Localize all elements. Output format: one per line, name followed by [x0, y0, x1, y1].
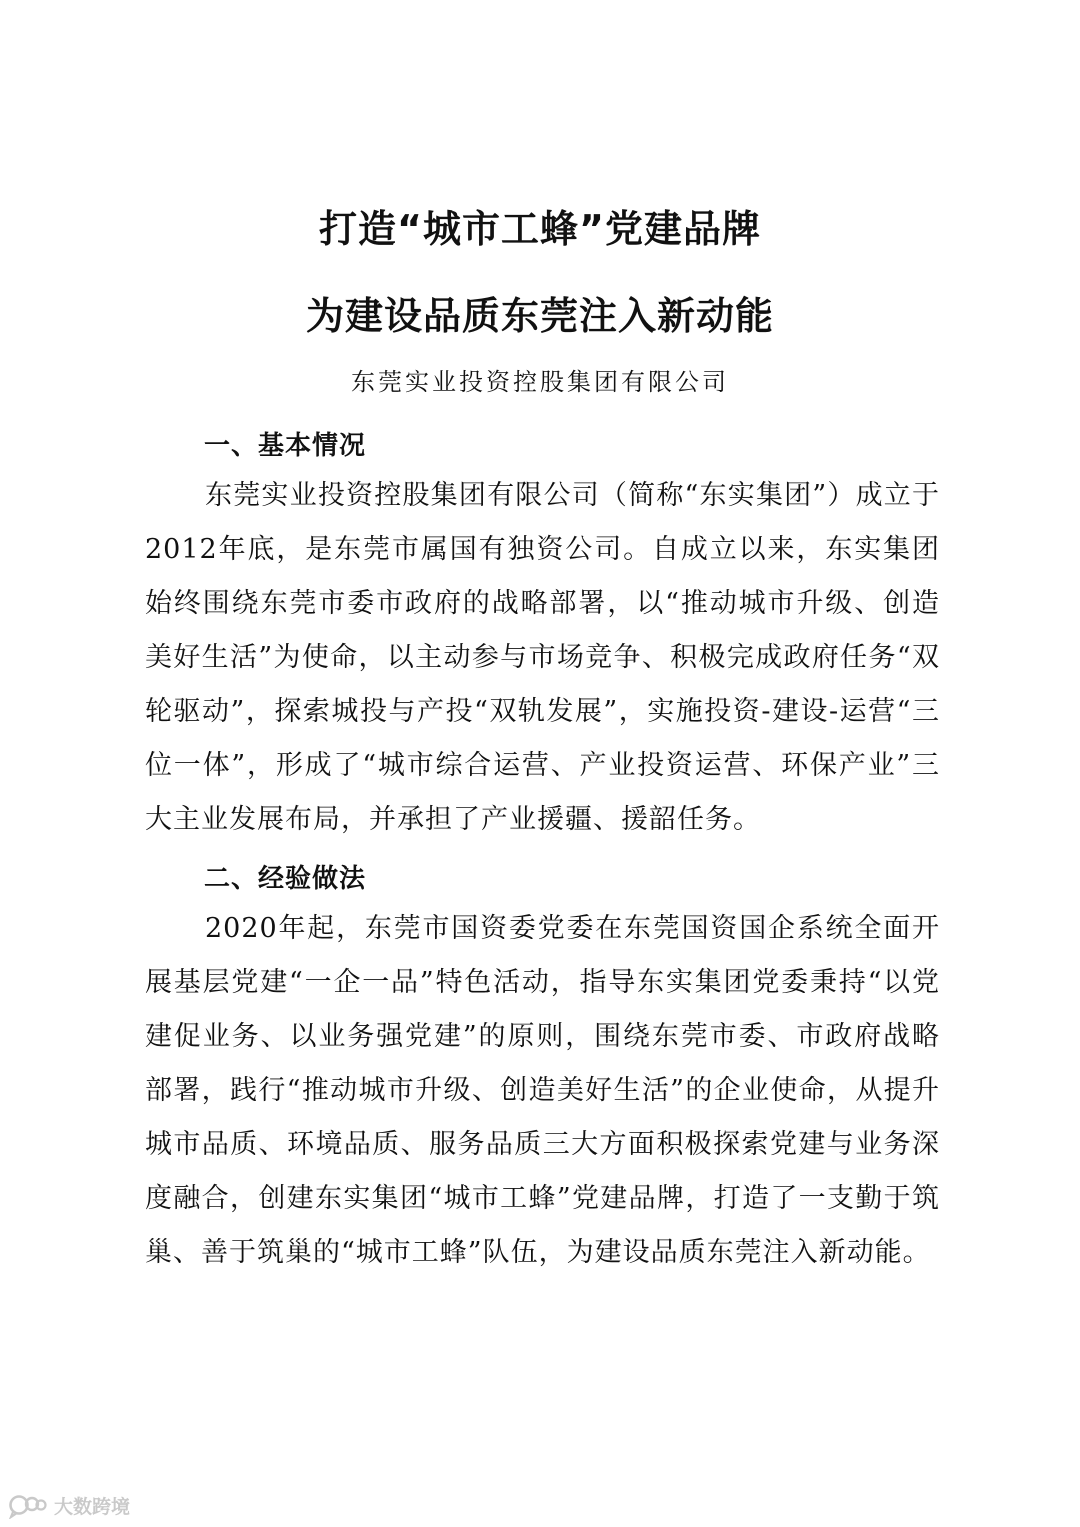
section-paragraph-experience: 2020年起，东莞市国资委党委在东莞国资国企系统全面开展基层党建“一企一品”特色活动，指导东实集团党委秉持“以党建促业务、以业务强党建”的原则，围绕东莞市委、市政府战略部署，践行“推动城市升级、创造美好生活”的企业使命，从提升城市品质、环境品质、服务品质三大方面积极探索党建与业务深度融合，创建东实集团“城市工蜂”党建品牌，打造了一支勤于筑巢、善于筑巢的“城市工蜂”队伍，为建设品质东莞注入新动能。	[145, 913, 940, 1268]
watermark-text: 大数跨境	[54, 1496, 131, 1518]
watermark	[8, 1492, 130, 1519]
section-heading-experience: 二、经验做法	[204, 864, 367, 894]
section-heading-basic-situation: 一、基本情况	[204, 431, 367, 461]
document-author: 东莞实业投资控股集团有限公司	[351, 368, 729, 396]
section-paragraph-basic-situation: 东莞实业投资控股集团有限公司（简称“东实集团”）成立于2012年底，是东莞市属国有独资公司。自成立以来，东实集团始终围绕东莞市委市政府的战略部署，以“推动城市升级、创造美好生活”为使命，以主动参与市场竞争、积极完成政府任务“双轮驱动”，探索城投与产投“双轨发展”，实施投资-建设-运营“三位一体”，形成了“城市综合运营、产业投资运营、环保产业”三大主业发展布局，并承担了产业援疆、援韶任务。	[145, 480, 940, 835]
document-title-line-1: 打造“城市工蜂”党建品牌	[319, 207, 761, 251]
chat-bubbles-logo-icon	[8, 1493, 48, 1519]
document-title-line-2: 为建设品质东莞注入新动能	[305, 294, 774, 338]
